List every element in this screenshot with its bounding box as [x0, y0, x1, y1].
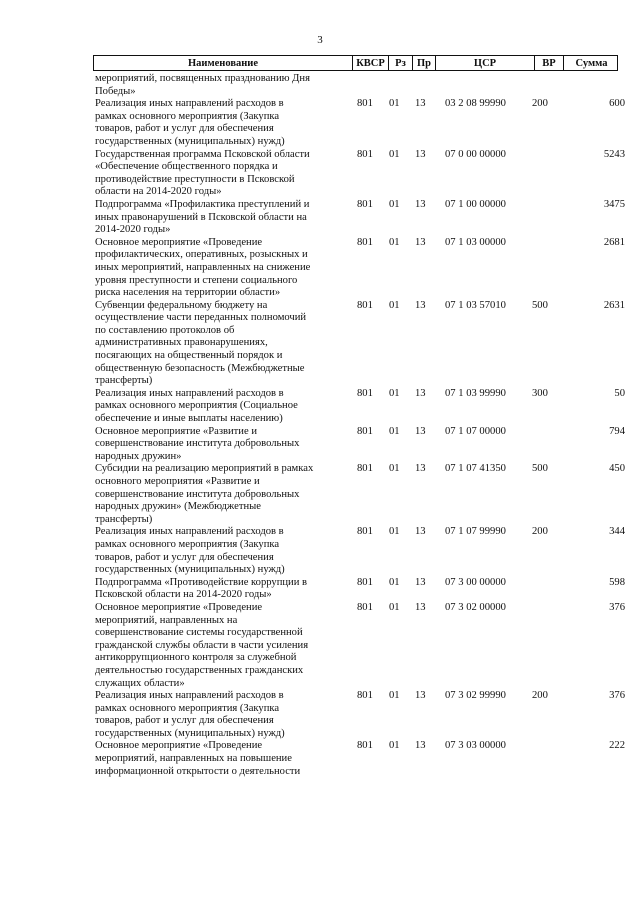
cell-pr: 13 [415, 463, 426, 475]
header-kvsr: КВСР [352, 56, 388, 70]
table-row [95, 73, 625, 98]
table-row [95, 740, 625, 778]
table-row [95, 426, 625, 464]
cell-csr: 07 1 07 99990 [445, 526, 506, 538]
cell-vr: 300 [532, 387, 548, 399]
row-name: Подпрограмма «Профилактика преступлений и иных правонарушений в Псковской области на 2014-2020 годы» [95, 198, 310, 236]
row-name: Подпрограмма «Противодействие коррупции в Псковской области на 2014-2020 годы» [95, 576, 308, 601]
row-name: Субвенции федеральному бюджету на осуществление части переданных полномочий по составлению протоколов об административных правонарушениях, посягающих на общественный порядок и общественную безопасность (Межбюджетные трансферты) [95, 299, 307, 387]
row-name: Основное мероприятие «Проведение профилактических, оперативных, розыскных и иных мероприятий, направленных на снижение уровня преступности и степени социального риска населения на территории области» [95, 236, 311, 299]
cell-rz: 01 [389, 387, 400, 399]
row-name: Государственная программа Псковской области «Обеспечение общественного порядка и противодействие преступности в Псковской области на 2014-2020 годы» [95, 148, 310, 198]
cell-sum: 794 [609, 425, 625, 437]
cell-pr: 13 [415, 148, 426, 160]
cell-kvsr: 801 [357, 299, 373, 311]
header-sum: Сумма [563, 56, 619, 70]
cell-kvsr: 801 [357, 526, 373, 538]
cell-kvsr: 801 [357, 425, 373, 437]
cell-rz: 01 [389, 601, 400, 613]
cell-pr: 13 [415, 299, 426, 311]
cell-kvsr: 801 [357, 236, 373, 248]
row-name: Субсидии на реализацию мероприятий в рамках основного мероприятия «Развитие и совершенствование института добровольных народных дружин» (Межбюджетные трансферты) [95, 463, 314, 525]
table-body [95, 73, 625, 778]
table-row [95, 463, 625, 526]
cell-rz: 01 [389, 98, 400, 110]
cell-rz: 01 [389, 148, 400, 160]
cell-rz: 01 [389, 740, 400, 752]
cell-sum: 2681 [603, 236, 625, 248]
cell-rz: 01 [389, 299, 400, 311]
header-rz: Рз [388, 56, 412, 70]
row-name: Реализация иных направлений расходов в рамках основного мероприятия (Закупка товаров, работ и услуг для обеспечения государственных (муниципальных) нужд) [95, 98, 285, 147]
cell-sum: 598 [609, 576, 625, 588]
cell-pr: 13 [415, 740, 426, 752]
cell-csr: 07 3 03 00000 [445, 740, 506, 752]
cell-kvsr: 801 [357, 740, 373, 752]
header-csr: ЦСР [435, 56, 534, 70]
cell-pr: 13 [415, 425, 426, 437]
table-row [95, 602, 625, 690]
cell-rz: 01 [389, 576, 400, 588]
table-row [95, 577, 625, 602]
cell-kvsr: 801 [357, 690, 373, 702]
cell-sum: 3475 [603, 198, 625, 210]
cell-vr: 500 [532, 299, 548, 311]
cell-csr: 07 1 03 00000 [445, 236, 506, 248]
cell-csr: 07 3 02 99990 [445, 690, 506, 702]
table-row [95, 300, 625, 388]
table-row [95, 388, 625, 426]
table-row [95, 690, 625, 740]
cell-vr: 200 [532, 526, 548, 538]
cell-rz: 01 [389, 425, 400, 437]
row-name: Основное мероприятие «Проведение мероприятий, направленных на повышение информационной открытости о деятельности [95, 740, 301, 777]
cell-pr: 13 [415, 98, 426, 110]
cell-vr: 200 [532, 98, 548, 110]
cell-csr: 07 1 07 00000 [445, 425, 506, 437]
table-row [95, 98, 625, 148]
cell-csr: 07 0 00 00000 [445, 148, 506, 160]
cell-sum: 344 [609, 526, 625, 538]
cell-rz: 01 [389, 236, 400, 248]
cell-csr: 07 3 02 00000 [445, 601, 506, 613]
cell-csr: 07 1 07 41350 [445, 463, 506, 475]
cell-sum: 50 [614, 387, 625, 399]
cell-pr: 13 [415, 576, 426, 588]
cell-sum: 376 [609, 601, 625, 613]
cell-vr: 200 [532, 690, 548, 702]
row-name: Основное мероприятие «Развитие и совершенствование института добровольных народных дружин» [95, 425, 300, 462]
header-name: Наименование [188, 57, 258, 69]
cell-kvsr: 801 [357, 198, 373, 210]
row-name: мероприятий, посвященных празднованию Дня Победы» [95, 73, 310, 97]
cell-sum: 376 [609, 690, 625, 702]
cell-rz: 01 [389, 690, 400, 702]
cell-vr: 500 [532, 463, 548, 475]
row-name: Реализация иных направлений расходов в рамках основного мероприятия (Социальное обеспечение и иные выплаты населению) [95, 387, 298, 425]
cell-kvsr: 801 [357, 148, 373, 160]
table-row [95, 237, 625, 300]
cell-pr: 13 [415, 526, 426, 538]
cell-csr: 07 3 00 00000 [445, 576, 506, 588]
cell-kvsr: 801 [357, 387, 373, 399]
cell-csr: 07 1 03 57010 [445, 299, 506, 311]
cell-pr: 13 [415, 236, 426, 248]
cell-sum: 600 [609, 98, 625, 110]
cell-sum: 5243 [603, 148, 625, 160]
cell-sum: 222 [609, 740, 625, 752]
cell-pr: 13 [415, 387, 426, 399]
row-name: Реализация иных направлений расходов в рамках основного мероприятия (Закупка товаров, работ и услуг для обеспечения государственных (муниципальных) нужд) [95, 690, 285, 739]
cell-kvsr: 801 [357, 98, 373, 110]
row-name: Основное мероприятие «Проведение мероприятий, направленных на совершенствование системы государственной гражданской службы области в части усиления антикоррупционного контроля за служебной деятельностью государственных гражданских служащих области» [95, 601, 309, 689]
cell-rz: 01 [389, 463, 400, 475]
row-name: Реализация иных направлений расходов в рамках основного мероприятия (Закупка товаров, работ и услуг для обеспечения государственных (муниципальных) нужд) [95, 526, 285, 576]
page-number: 3 [317, 34, 323, 46]
cell-kvsr: 801 [357, 576, 373, 588]
cell-sum: 450 [609, 463, 625, 475]
header-pr: Пр [412, 56, 435, 70]
cell-pr: 13 [415, 198, 426, 210]
cell-rz: 01 [389, 526, 400, 538]
cell-kvsr: 801 [357, 601, 373, 613]
table-row [95, 526, 625, 576]
table-header [93, 55, 618, 71]
cell-rz: 01 [389, 198, 400, 210]
cell-sum: 2631 [603, 299, 625, 311]
cell-kvsr: 801 [357, 463, 373, 475]
cell-csr: 07 1 03 99990 [445, 387, 506, 399]
cell-pr: 13 [415, 601, 426, 613]
header-vr: ВР [534, 56, 563, 70]
table-row [95, 149, 625, 199]
table-row [95, 199, 625, 237]
cell-csr: 03 2 08 99990 [445, 98, 506, 110]
cell-pr: 13 [415, 690, 426, 702]
cell-csr: 07 1 00 00000 [445, 198, 506, 210]
